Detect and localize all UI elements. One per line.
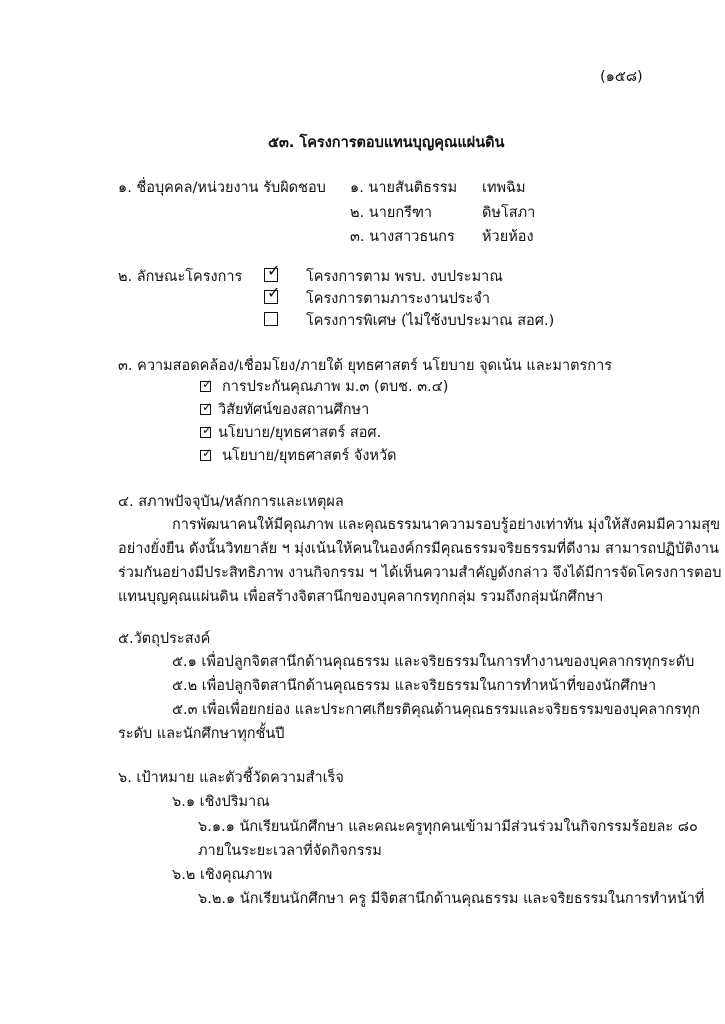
objective-item: ๕.๓ เพื่อเพื่อยกย่อง และประกาศเกียรติคุณด้านคุณธรรมและจริยธรรมของบุคลากรทุก — [172, 702, 701, 718]
checkbox-unchecked[interactable] — [264, 312, 278, 326]
checkbox-checked[interactable] — [200, 423, 213, 438]
alignment-item: วิสัยทัศน์ของสถานศึกษา — [218, 402, 370, 418]
checkbox-checked[interactable] — [200, 377, 213, 392]
document-title: ๕๓. โครงการตอบแทนบุญคุณแผ่นดิน — [268, 135, 505, 151]
quantitative-item: ๖.๑.๑ นักเรียนนักศึกษา และคณะครูทุกคนเข้ามามีส่วนร่วมในกิจกรรมร้อยละ ๘๐ — [198, 819, 698, 835]
section-2-label: ๒. ลักษณะโครงการ — [118, 269, 243, 285]
person-3-name: ๓. นางสาวธนกร — [350, 229, 455, 245]
section-4-label: ๔. สภาพปัจจุบัน/หลักการและเหตุผล — [118, 494, 344, 510]
alignment-item: การประกันคุณภาพ ม.๓ (ตบช. ๓.๔) — [222, 379, 449, 395]
page-number: (๑๕๘) — [600, 69, 643, 85]
check-icon: ✓ — [267, 261, 281, 280]
project-type-option: โครงการตาม พรบ. งบประมาณ — [306, 269, 503, 285]
check-icon: ✓ — [267, 283, 281, 302]
checkbox-checked[interactable] — [200, 400, 213, 415]
person-3-surname: ห้วยห้อง — [482, 229, 534, 245]
quantitative-label: ๖.๑ เชิงปริมาณ — [172, 794, 270, 810]
person-1-name: ๑. นายสันติธรรม — [350, 180, 458, 196]
rationale-line: อย่างยั่งยืน ดังนั้นวิทยาลัย ฯ มุ่งเน้นให้คนในองค์กรมีคุณธรรมจริยธรรมที่ดีงาม สามารถปฏิบัติงาน — [118, 541, 719, 557]
check-icon: ✓ — [202, 446, 213, 460]
rationale-line: การพัฒนาคนให้มีคุณภาพ และคุณธรรมนาความรอบรู้อย่างเท่าทัน มุ่งให้สังคมมีความสุข — [172, 517, 720, 533]
objective-item: ๕.๒ เพื่อปลูกจิตสานึกด้านคุณธรรม และจริยธรรมในการทำหน้าที่ของนักศึกษา — [172, 678, 657, 694]
person-2-name: ๒. นายกรีฑา — [350, 205, 433, 221]
checkbox-checked[interactable] — [264, 261, 281, 282]
quantitative-continuation: ภายในระยะเวลาที่จัดกิจกรรม — [198, 843, 382, 859]
person-2-surname: ดิษโสภา — [482, 205, 536, 221]
section-6-label: ๖. เป้าหมาย และตัวชี้วัดความสำเร็จ — [118, 770, 344, 786]
objective-item: ๕.๑ เพื่อปลูกจิตสานึกด้านคุณธรรม และจริยธรรมในการทำงานของบุคลากรทุกระดับ — [172, 654, 695, 670]
rationale-line: ร่วมกันอย่างมีประสิทธิภาพ งานกิจกรรม ฯ ได้เห็นความสำคัญดังกล่าว จึงได้มีการจัดโครงการตอบ — [118, 565, 722, 581]
checkbox-checked[interactable] — [264, 283, 281, 304]
check-icon: ✓ — [202, 377, 213, 391]
checkbox-checked[interactable] — [200, 446, 213, 461]
section-1-label: ๑. ชื่อบุคคล/หน่วยงาน รับผิดชอบ — [118, 180, 326, 196]
person-1-surname: เทพฉิม — [482, 180, 526, 196]
project-type-option: โครงการตามภาระงานประจำ — [306, 291, 491, 307]
project-type-option: โครงการพิเศษ (ไม่ใช้งบประมาณ สอศ.) — [306, 313, 555, 329]
qualitative-item: ๖.๒.๑ นักเรียนนักศึกษา ครู มีจิตสานึกด้านคุณธรรม และจริยธรรมในการทำหน้าที่ — [198, 891, 705, 907]
rationale-line: แทนบุญคุณแผ่นดิน เพื่อสร้างจิตสานึกของบุคลากรทุกกลุ่ม รวมถึงกลุ่มนักศึกษา — [118, 589, 604, 605]
check-icon: ✓ — [202, 423, 213, 437]
section-5-label: ๕.วัตถุประสงค์ — [118, 631, 211, 647]
objective-continuation: ระดับ และนักศึกษาทุกชั้นปี — [118, 726, 285, 742]
alignment-item: นโยบาย/ยุทธศาสตร์ สอศ. — [218, 425, 382, 441]
qualitative-label: ๖.๒ เชิงคุณภาพ — [172, 867, 273, 883]
section-3-label: ๓. ความสอดคล้อง/เชื่อมโยง/ภายใต้ ยุทธศาสตร์ นโยบาย จุดเน้น และมาตรการ — [118, 358, 613, 374]
check-icon: ✓ — [202, 400, 213, 414]
alignment-item: นโยบาย/ยุทธศาสตร์ จังหวัด — [222, 448, 397, 464]
